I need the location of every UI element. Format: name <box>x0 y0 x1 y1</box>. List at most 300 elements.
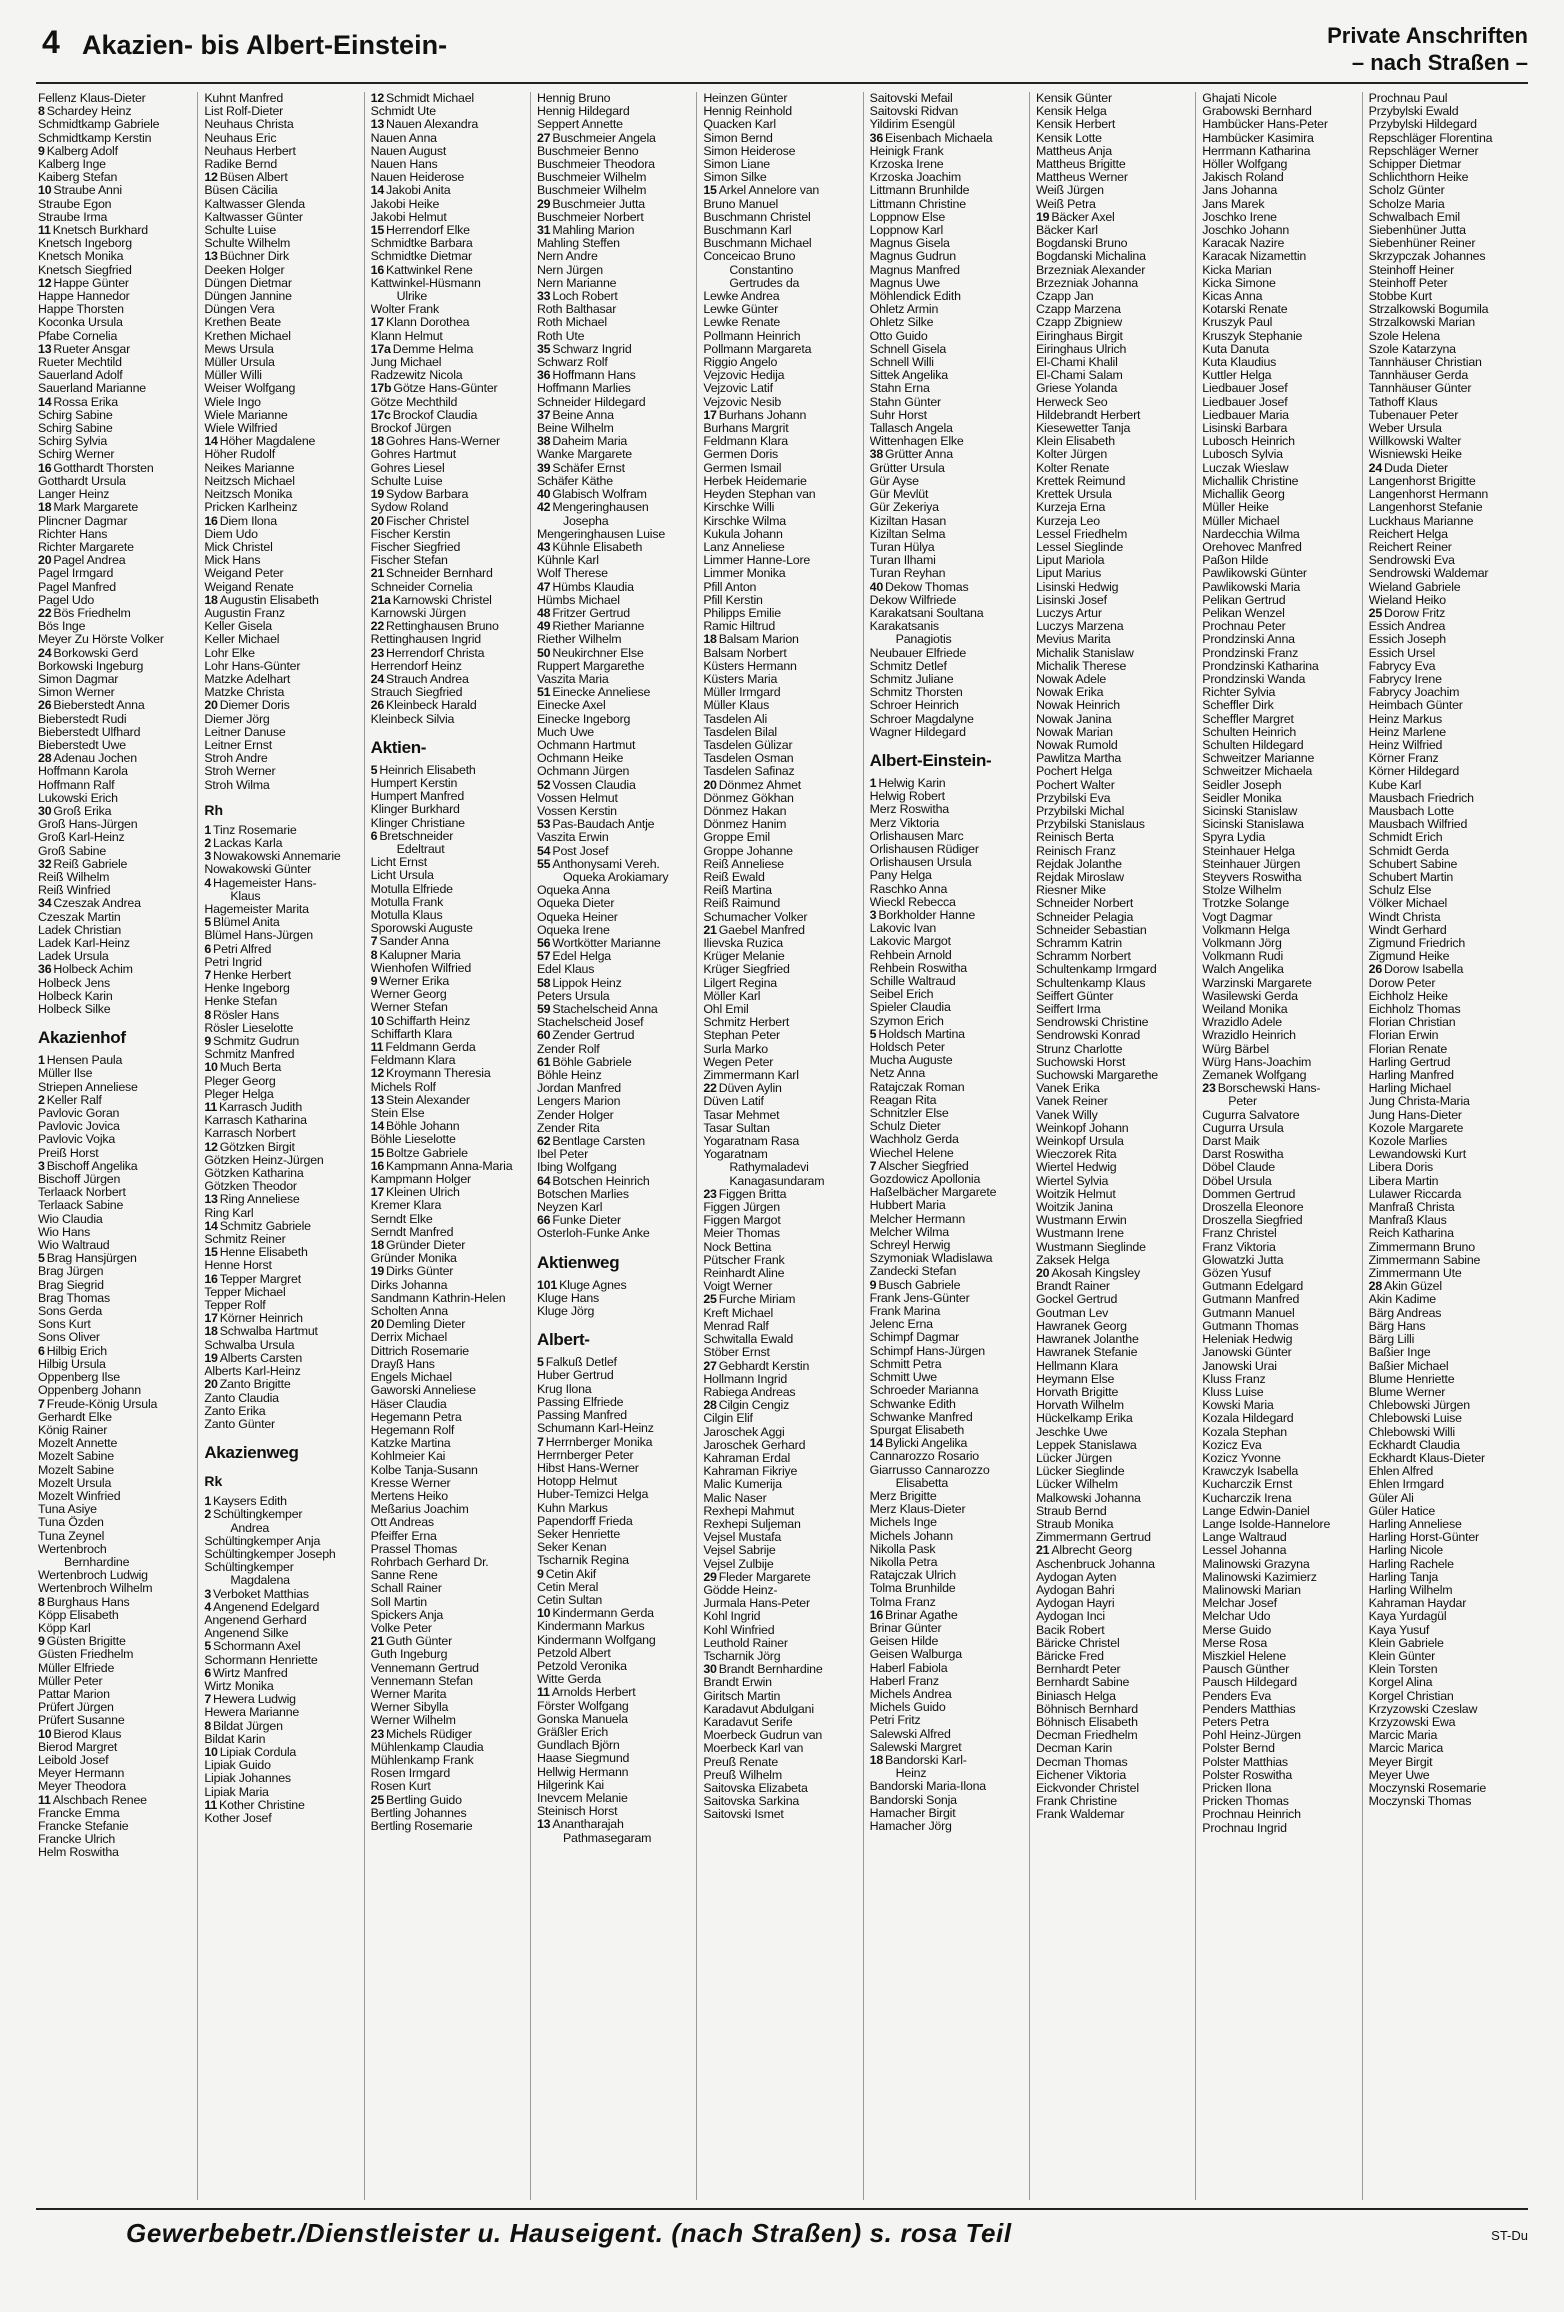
directory-entry <box>204 765 357 778</box>
resident-name: Schmitz Gudrun <box>213 1035 300 1049</box>
resident-name: Pagel Andrea <box>53 554 126 568</box>
directory-entry <box>1369 1043 1522 1056</box>
resident-name: Yogaratnam Rasa <box>703 1135 800 1149</box>
resident-name: Hümbs Michael <box>536 593 620 607</box>
directory-entry <box>870 1279 1023 1292</box>
directory-entry <box>1369 1003 1522 1016</box>
directory-entry <box>371 1503 524 1516</box>
resident-name: Cilgin Cengiz <box>718 1399 790 1413</box>
street-heading: Albert- <box>536 1330 590 1350</box>
resident-name: Pausch Günther <box>1202 1663 1290 1677</box>
directory-entry <box>38 1094 191 1107</box>
resident-name: Kaya Yurdagül <box>1368 1610 1447 1624</box>
resident-name: Fleder Margarete <box>718 1570 811 1584</box>
directory-entry <box>38 435 191 448</box>
directory-entry <box>204 369 357 382</box>
resident-name: Sydow Roland <box>370 501 449 515</box>
directory-entry <box>537 686 690 699</box>
resident-name: Schültingkemper Anja <box>204 1534 321 1548</box>
directory-entry <box>371 184 524 197</box>
resident-name: Pfill Anton <box>703 580 757 594</box>
directory-entry <box>204 501 357 514</box>
directory-entry <box>1369 1360 1522 1373</box>
directory-entry <box>371 462 524 475</box>
resident-name: Oppenberg Ilse <box>38 1371 120 1385</box>
resident-name: Bentlage Carsten <box>552 1135 645 1149</box>
house-number: 20 <box>204 699 218 713</box>
resident-name: Luczak Wieslaw <box>1202 461 1289 475</box>
directory-entry <box>703 1742 856 1755</box>
directory-entry <box>537 1660 690 1673</box>
house-number: 28 <box>38 752 52 766</box>
directory-entry <box>703 1188 856 1201</box>
directory-entry <box>371 1120 524 1133</box>
resident-name: Brandt Erwin <box>703 1676 772 1690</box>
directory-entry <box>537 1515 690 1528</box>
directory-entry <box>703 1069 856 1082</box>
directory-entry <box>703 1703 856 1716</box>
resident-name: Ehlen Alfred <box>1368 1465 1434 1479</box>
directory-entry <box>1369 1333 1522 1346</box>
resident-name: Helwig Karin <box>878 776 946 790</box>
directory-entry <box>537 977 690 990</box>
directory-entry <box>371 962 524 975</box>
resident-name: Sauerland Marianne <box>38 382 146 396</box>
house-number: 17 <box>204 1312 218 1326</box>
house-number: 21 <box>370 1635 385 1649</box>
house-number: 4 <box>204 876 212 890</box>
resident-name: Malinowski Kazimierz <box>1202 1570 1317 1584</box>
directory-entry <box>537 713 690 726</box>
resident-name: Höher Magdalene <box>219 435 316 449</box>
resident-name: Peters Petra <box>1202 1715 1269 1729</box>
resident-name: Henke Ingeborg <box>204 982 290 996</box>
directory-entry <box>371 1239 524 1252</box>
directory-entry <box>38 1833 191 1846</box>
resident-name: Vaszita Erwin <box>536 831 609 845</box>
directory-entry <box>204 620 357 633</box>
resident-name: Luckhaus Marianne <box>1368 514 1474 528</box>
resident-name: Przybilski Eva <box>1035 791 1111 805</box>
resident-name: Roth Ute <box>536 329 585 343</box>
resident-name: Götzken Katharina <box>204 1167 304 1181</box>
directory-entry <box>38 950 191 963</box>
directory-entry <box>537 1700 690 1713</box>
directory-entry <box>1369 792 1522 805</box>
resident-name: Loppnow Karl <box>869 224 944 238</box>
resident-name: Stroh Wilma <box>204 778 270 792</box>
resident-name: Tallasch Angela <box>869 422 953 436</box>
house-number: 16 <box>370 1159 385 1173</box>
resident-name: Hoffmann Hans <box>552 369 636 383</box>
directory-entry <box>204 1627 357 1640</box>
resident-name: Brag Thomas <box>38 1291 110 1305</box>
directory-entry <box>1202 924 1355 937</box>
directory-entry <box>1036 686 1189 699</box>
resident-name: Klein Elisabeth <box>1035 435 1115 449</box>
directory-entry <box>204 1193 357 1206</box>
house-number: 18 <box>370 1239 385 1253</box>
resident-name: Cugurra Ursula <box>1202 1121 1284 1135</box>
resident-name: Hagemeister Hans- <box>213 876 317 890</box>
street-heading: Akazienhof <box>38 1028 126 1048</box>
directory-entry <box>1036 184 1189 197</box>
directory-entry <box>703 805 856 818</box>
directory-entry <box>1369 713 1522 726</box>
directory-entry <box>1036 937 1189 950</box>
directory-entry <box>1036 1082 1189 1095</box>
resident-name: Guth Ingeburg <box>370 1648 448 1662</box>
directory-entry <box>870 883 1023 896</box>
directory-entry <box>1369 831 1522 844</box>
resident-name: Kotarski Renate <box>1202 303 1288 317</box>
resident-name: Kruszyk Paul <box>1202 316 1273 330</box>
directory-entry <box>703 818 856 831</box>
directory-entry <box>1036 409 1189 422</box>
house-number: 26 <box>1368 963 1383 977</box>
resident-name: Werner Wilhelm <box>370 1714 456 1728</box>
house-number: 12 <box>370 1067 385 1081</box>
directory-entry <box>1036 475 1189 488</box>
resident-name: Blume Werner <box>1368 1385 1446 1399</box>
directory-entry <box>371 1490 524 1503</box>
directory-entry <box>703 264 856 277</box>
directory-entry <box>537 1502 690 1515</box>
resident-name: Karacak Nazire <box>1202 237 1285 251</box>
directory-entry <box>703 158 856 171</box>
directory-entry <box>537 330 690 343</box>
house-number: 14 <box>370 1120 385 1134</box>
resident-name: Förster Wolfgang <box>536 1699 629 1713</box>
directory-entry <box>204 1654 357 1667</box>
directory-entry <box>537 1726 690 1739</box>
directory-entry <box>204 903 357 916</box>
resident-name: Schroeder Marianna <box>869 1384 979 1398</box>
house-number: 39 <box>536 461 551 475</box>
resident-name: Neyzen Karl <box>536 1201 603 1215</box>
directory-entry <box>1036 369 1189 382</box>
resident-name: Pleger Georg <box>204 1074 276 1088</box>
resident-name: Meier Thomas <box>703 1227 780 1241</box>
directory-entry <box>703 528 856 541</box>
directory-entry <box>371 817 524 830</box>
directory-entry <box>703 171 856 184</box>
directory-entry <box>1036 488 1189 501</box>
resident-name: Ott Andreas <box>370 1516 434 1530</box>
house-number: 10 <box>204 1745 218 1759</box>
resident-name: Seidler Joseph <box>1202 778 1282 792</box>
directory-entry <box>870 1780 1023 1793</box>
directory-entry <box>38 845 191 858</box>
resident-name: Mattheus Werner <box>1035 171 1128 185</box>
directory-entry <box>1036 1637 1189 1650</box>
directory-entry <box>1036 1267 1189 1280</box>
resident-name: Straub Monika <box>1035 1517 1114 1531</box>
resident-name: Prondzinski Wanda <box>1202 672 1306 686</box>
directory-entry <box>371 1265 524 1278</box>
resident-name: Wieland Gabriele <box>1368 580 1461 594</box>
directory-entry <box>870 1067 1023 1080</box>
resident-name: Groppe Johanne <box>703 844 793 858</box>
resident-name: Przybylski Hildegard <box>1368 118 1477 132</box>
directory-entry <box>870 726 1023 739</box>
resident-name: Schneider Sebastian <box>1035 923 1147 937</box>
resident-name: Borkowski Ingeburg <box>38 659 144 673</box>
directory-entry <box>870 158 1023 171</box>
resident-name: Skrzypczak Johannes <box>1368 250 1486 264</box>
directory-entry <box>1036 1386 1189 1399</box>
directory-entry <box>537 752 690 765</box>
directory-entry <box>38 1226 191 1239</box>
resident-name: Hambücker Hans-Peter <box>1202 118 1328 132</box>
directory-entry <box>537 356 690 369</box>
resident-name: Kahraman Fikriye <box>703 1465 798 1479</box>
resident-name: Wiechel Helene <box>869 1146 954 1160</box>
resident-name: Rejdak Jolanthe <box>1035 857 1122 871</box>
resident-name: Fritzer Gertrud <box>552 606 630 620</box>
directory-entry <box>1202 818 1355 831</box>
resident-name: Tasar Mehmet <box>703 1108 780 1122</box>
directory-entry <box>1369 1135 1522 1148</box>
directory-entry <box>1369 1492 1522 1505</box>
directory-entry <box>1369 1426 1522 1439</box>
resident-name: Essich Andrea <box>1368 620 1446 634</box>
directory-column <box>197 92 363 2200</box>
resident-name: Schimpf Hans-Jürgen <box>869 1344 985 1358</box>
directory-entry <box>371 803 524 816</box>
directory-entry <box>870 1133 1023 1146</box>
resident-name: Michels Inge <box>869 1516 937 1530</box>
house-number: 25 <box>703 1293 717 1307</box>
resident-name: Neuhaus Herbert <box>204 144 296 158</box>
directory-entry <box>204 422 357 435</box>
resident-name: Kluss Luise <box>1202 1385 1264 1399</box>
directory-entry <box>870 1477 1023 1490</box>
directory-entry <box>703 1386 856 1399</box>
directory-entry <box>1369 1412 1522 1425</box>
resident-name: Michels Guido <box>869 1701 946 1715</box>
directory-entry <box>38 607 191 620</box>
directory-entry <box>371 1107 524 1120</box>
resident-name: Buschmeier Wilhelm <box>536 184 647 198</box>
resident-name: Malinowski Marian <box>1202 1583 1301 1597</box>
resident-name: Schiffarth Heinz <box>386 1014 471 1028</box>
resident-name: Wertenbroch Ludwig <box>38 1569 148 1583</box>
resident-name: Francke Ulrich <box>38 1833 116 1847</box>
resident-name: Figgen Britta <box>718 1187 787 1201</box>
resident-name: Netz Anna <box>869 1067 926 1081</box>
directory-entry <box>1202 1267 1355 1280</box>
resident-name: Mevius Marita <box>1035 633 1111 647</box>
house-number: 5 <box>204 916 212 930</box>
directory-entry <box>1202 647 1355 660</box>
directory-entry <box>870 1292 1023 1305</box>
directory-entry <box>703 950 856 963</box>
resident-name: Geisen Walburga <box>869 1648 962 1662</box>
directory-entry <box>703 990 856 1003</box>
directory-entry <box>204 1365 357 1378</box>
resident-name: Groppe Emil <box>703 831 770 845</box>
resident-name: Karnowski Jürgen <box>370 606 466 620</box>
directory-entry <box>204 409 357 422</box>
directory-entry <box>1036 805 1189 818</box>
resident-name: Vanek Erika <box>1035 1082 1100 1096</box>
resident-name: Limmer Monika <box>703 567 786 581</box>
resident-name: Schormann Axel <box>213 1640 301 1654</box>
directory-entry <box>703 1492 856 1505</box>
directory-entry <box>204 1812 357 1825</box>
resident-name: Neukirchner Else <box>552 646 644 660</box>
resident-name: Kluge Agnes <box>559 1278 627 1292</box>
directory-entry <box>870 1252 1023 1265</box>
resident-name: Eichener Viktoria <box>1035 1768 1127 1782</box>
directory-entry <box>38 237 191 250</box>
directory-entry <box>371 475 524 488</box>
house-number: 11 <box>204 1798 218 1812</box>
house-number: 18 <box>869 1753 884 1767</box>
directory-entry <box>1036 554 1189 567</box>
directory-entry <box>204 462 357 475</box>
resident-name: Hegemann Rolf <box>370 1423 455 1437</box>
resident-name: Schulz Dieter <box>869 1120 941 1134</box>
resident-name: Lewke Günter <box>703 303 779 317</box>
resident-name: Arnolds Herbert <box>551 1686 636 1700</box>
directory-entry <box>1202 224 1355 237</box>
resident-name: Daheim Maria <box>552 435 628 449</box>
directory-entry <box>1369 290 1522 303</box>
directory-entry <box>870 856 1023 869</box>
directory-entry <box>1369 1742 1522 1755</box>
resident-name: Tasdelen Gülizar <box>703 738 793 752</box>
directory-entry <box>870 777 1023 790</box>
directory-entry <box>1369 224 1522 237</box>
directory-entry <box>204 1601 357 1614</box>
resident-name: Stachelscheid Josef <box>536 1016 644 1030</box>
directory-entry <box>371 594 524 607</box>
directory-entry <box>703 1426 856 1439</box>
house-number: 49 <box>536 620 551 634</box>
directory-entry <box>1202 1095 1355 1108</box>
directory-entry <box>870 448 1023 461</box>
directory-entry <box>204 982 357 995</box>
resident-name: Duda Dieter <box>1384 461 1448 475</box>
directory-entry <box>1036 1069 1189 1082</box>
resident-name: Bertling Johannes <box>370 1806 467 1820</box>
directory-column <box>530 92 696 2200</box>
resident-name: Höher Rudolf <box>204 448 275 462</box>
resident-name: Bylicki Angelika <box>885 1437 968 1451</box>
resident-name: Reinisch Franz <box>1035 844 1116 858</box>
resident-name: Hamacher Birgit <box>869 1806 956 1820</box>
resident-name: Volkmann Helga <box>1202 923 1290 937</box>
resident-name: Krethen Michael <box>204 329 291 343</box>
resident-name: Limmer Hanne-Lore <box>703 554 811 568</box>
resident-name: Mühlenkamp Frank <box>370 1753 474 1767</box>
resident-name: Volke Peter <box>370 1621 432 1635</box>
resident-name: Seppert Annette <box>536 118 623 132</box>
directory-entry <box>1369 990 1522 1003</box>
directory-entry <box>1369 950 1522 963</box>
resident-name: Ramic Hiltrud <box>703 620 776 634</box>
house-number: 13 <box>370 118 385 132</box>
directory-entry <box>371 541 524 554</box>
resident-name: Pawlitza Martha <box>1035 752 1122 766</box>
resident-name: Karrasch Judith <box>219 1101 303 1115</box>
resident-name: Müller Peter <box>38 1674 103 1688</box>
resident-name: Oqueka Anna <box>536 884 610 898</box>
directory-entry <box>703 792 856 805</box>
resident-name: Büsen Cäcilia <box>204 184 278 198</box>
resident-name: Wiele Wilfried <box>204 422 278 436</box>
resident-name: Gründer Dieter <box>386 1239 466 1253</box>
directory-entry <box>870 277 1023 290</box>
directory-entry <box>371 1767 524 1780</box>
resident-name: Lakovic Ivan <box>869 922 937 936</box>
directory-entry <box>371 132 524 145</box>
directory-entry <box>1369 1267 1522 1280</box>
resident-name: Pricken Thomas <box>1202 1795 1289 1809</box>
resident-name: Vanek Willy <box>1035 1108 1098 1122</box>
directory-entry <box>204 1048 357 1061</box>
directory-entry <box>1369 1597 1522 1610</box>
house-number: 16 <box>204 514 218 528</box>
resident-name: Fischer Stefan <box>370 554 448 568</box>
resident-name: Lewandowski Kurt <box>1368 1148 1466 1162</box>
house-number: 15 <box>370 224 385 238</box>
directory-column <box>1029 92 1195 2200</box>
directory-entry <box>371 554 524 567</box>
resident-name: Keller Gisela <box>204 620 272 634</box>
directory-entry <box>1202 858 1355 871</box>
directory-entry <box>703 1029 856 1042</box>
resident-name: Gözen Yusuf <box>1202 1267 1271 1281</box>
resident-name: Kuhnt Manfred <box>204 92 284 105</box>
resident-name: Wrazidlo Heinrich <box>1202 1029 1296 1043</box>
resident-name: Licht Ernst <box>370 856 427 870</box>
directory-entry <box>537 937 690 950</box>
resident-name: Eckhardt Claudia <box>1368 1438 1460 1452</box>
directory-entry <box>870 830 1023 843</box>
resident-name: Reiß Martina <box>703 884 772 898</box>
house-number: 19 <box>370 488 385 502</box>
resident-name: Reich Katharina <box>1368 1227 1454 1241</box>
resident-name: Sydow Barbara <box>386 488 469 502</box>
directory-entry <box>1369 1518 1522 1531</box>
resident-name: Reiß Wilhelm <box>38 870 110 884</box>
directory-entry <box>371 1609 524 1622</box>
resident-name: Ladek Karl-Heinz <box>38 937 130 950</box>
resident-name: Gertrudes da <box>729 276 800 290</box>
resident-name: Vossen Claudia <box>552 778 636 792</box>
resident-name: Krzoska Irene <box>869 158 944 172</box>
directory-entry <box>38 1331 191 1344</box>
directory-entry <box>371 118 524 131</box>
directory-entry <box>371 1622 524 1635</box>
directory-entry <box>537 1135 690 1148</box>
resident-name: Bandorski Sonja <box>869 1793 957 1807</box>
directory-entry <box>537 1581 690 1594</box>
directory-entry <box>870 382 1023 395</box>
directory-entry <box>38 1213 191 1226</box>
directory-entry <box>537 1568 690 1581</box>
district-code: Rk <box>204 1473 223 1490</box>
resident-name: Tolma Franz <box>869 1595 936 1609</box>
directory-entry <box>1202 633 1355 646</box>
resident-name: Nikolla Pask <box>869 1542 936 1556</box>
house-number: 17 <box>370 1186 385 1200</box>
resident-name: Suhr Horst <box>869 408 927 422</box>
directory-entry <box>703 1412 856 1425</box>
